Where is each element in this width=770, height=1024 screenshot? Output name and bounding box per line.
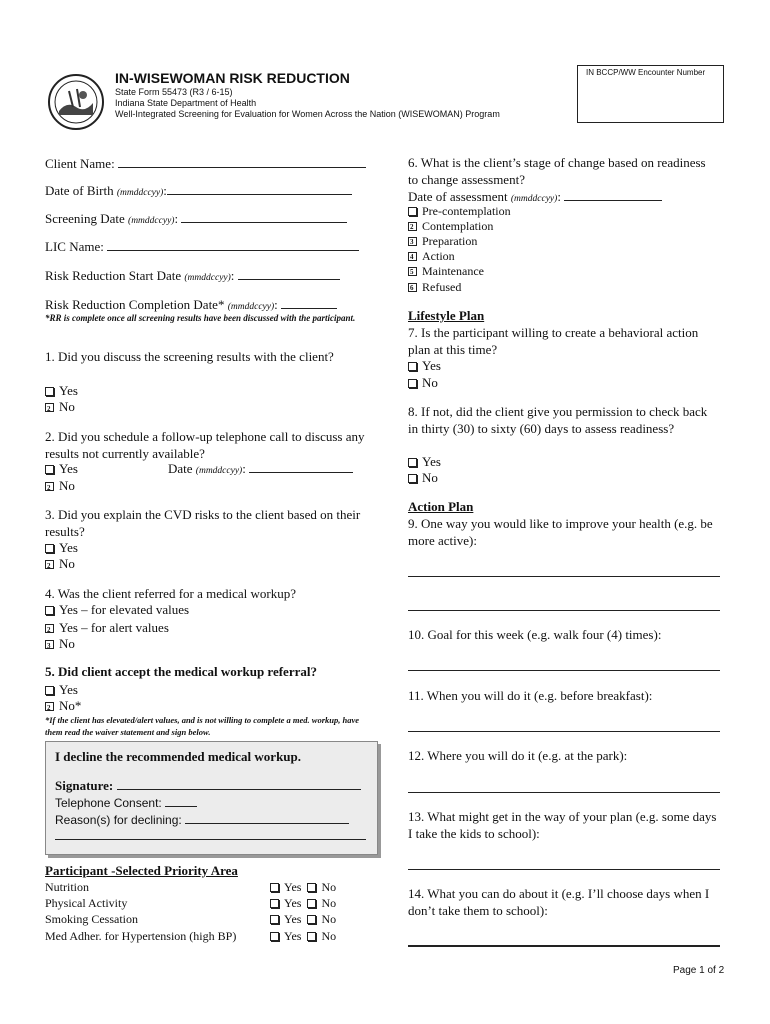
priority-no-label: No: [321, 912, 337, 926]
q8-no-label: No: [422, 470, 438, 485]
screening-date-label: Screening Date: [45, 211, 125, 226]
q1-yes-label: Yes: [59, 383, 78, 398]
q6-date-label: Date of assessment: [408, 189, 508, 204]
q4-alert-label: Yes – for alert values: [59, 620, 169, 635]
priority-yes-label: Yes: [284, 912, 302, 926]
q10-answer-line[interactable]: [408, 670, 720, 671]
checkbox-icon[interactable]: [45, 560, 54, 569]
priority-yes-label: Yes: [284, 880, 302, 894]
checkbox-icon[interactable]: [45, 482, 54, 491]
rr-start-label: Risk Reduction Start Date: [45, 268, 182, 283]
checkbox-icon[interactable]: [307, 883, 316, 892]
q4-elevated-label: Yes – for elevated values: [59, 602, 190, 617]
lic-name-field[interactable]: [45, 238, 359, 255]
q3-yes-option[interactable]: [45, 539, 78, 556]
rr-completion-field[interactable]: Risk Reduction Completion Date* (mmddccyy):: [45, 296, 337, 316]
checkbox-icon[interactable]: [408, 458, 417, 467]
checkbox-icon[interactable]: [408, 362, 417, 371]
decline-box: [45, 741, 378, 855]
q14-answer-line[interactable]: [408, 945, 720, 947]
stage-label: Maintenance: [422, 264, 484, 278]
state-seal-logo: [47, 73, 105, 131]
priority-row: [45, 929, 365, 944]
checkbox-icon[interactable]: [45, 387, 54, 396]
question-8: 8. If not, did the client give you permission to check back in thirty (30) to sixty (60) days to assess readiness?: [408, 404, 708, 436]
q2-date-format: (mmddccyy): [195, 466, 243, 476]
q9-answer-line[interactable]: [408, 610, 720, 611]
reasons-label: Reason(s) for declining:: [55, 813, 182, 827]
priority-yes-label: Yes: [284, 896, 302, 910]
encounter-number-label: IN BCCP/WW Encounter Number: [586, 68, 706, 77]
priority-row: [45, 912, 365, 927]
rr-start-field[interactable]: Risk Reduction Start Date (mmddccyy):: [45, 267, 340, 287]
checkbox-icon[interactable]: [45, 702, 54, 711]
question-5: 5. Did client accept the medical workup referral?: [45, 664, 317, 679]
priority-no-label: No: [321, 896, 337, 910]
checkbox-icon[interactable]: [408, 237, 417, 246]
checkbox-icon[interactable]: [270, 899, 279, 908]
question-6: 6. What is the client’s stage of change based on readiness to change assessment?: [408, 155, 706, 187]
priority-no-label: No: [321, 880, 337, 894]
q7-no-label: No: [422, 375, 438, 390]
stage-option[interactable]: [408, 204, 511, 219]
q2-date-field[interactable]: Date (mmddccyy):: [168, 460, 353, 480]
question-14: 14. What you can do about it (e.g. I’ll choose days when I don’t take them to school):: [408, 886, 710, 918]
q4-elevated-option[interactable]: [45, 601, 189, 618]
q2-yes-option[interactable]: [45, 460, 78, 477]
q6-date-field[interactable]: Date of assessment (mmddccyy):: [408, 188, 662, 208]
reasons-extra-line[interactable]: [55, 839, 366, 840]
checkbox-icon[interactable]: [270, 915, 279, 924]
q12-answer-line[interactable]: [408, 792, 720, 793]
question-12: 12. Where you will do it (e.g. at the park):: [408, 748, 628, 763]
decline-title: I decline the recommended medical workup.: [55, 749, 302, 764]
stage-option[interactable]: [408, 219, 493, 234]
reasons-field[interactable]: [55, 811, 349, 829]
telephone-consent-field[interactable]: [55, 794, 197, 812]
q8-no-option[interactable]: [408, 469, 438, 486]
rr-completion-label: Risk Reduction Completion Date*: [45, 297, 225, 312]
stage-label: Contemplation: [422, 219, 494, 233]
q5-yes-label: Yes: [59, 682, 78, 697]
q4-no-label: No: [59, 636, 75, 651]
question-3: 3. Did you explain the CVD risks to the client based on their results?: [45, 507, 361, 539]
department-name: Indiana State Department of Health: [115, 98, 257, 108]
question-7: 7. Is the participant willing to create a behavioral action plan at this time?: [408, 325, 699, 357]
question-10: 10. Goal for this week (e.g. walk four (4) times):: [408, 627, 662, 642]
q6-date-format: (mmddccyy): [510, 194, 558, 204]
checkbox-icon[interactable]: [408, 252, 417, 261]
q3-no-option[interactable]: [45, 555, 75, 572]
dob-label: Date of Birth: [45, 183, 114, 198]
priority-area-title: Participant -Selected Priority Area: [45, 863, 238, 878]
checkbox-icon[interactable]: [45, 606, 54, 615]
stage-label: Refused: [422, 280, 462, 294]
lic-name-label: LIC Name:: [45, 239, 104, 254]
lifestyle-plan-title: Lifestyle Plan: [408, 308, 485, 323]
checkbox-icon[interactable]: [307, 915, 316, 924]
q5-yes-option[interactable]: [45, 681, 78, 698]
priority-item-label: Med Adher. for Hypertension (high BP): [45, 929, 237, 943]
checkbox-icon[interactable]: [408, 379, 417, 388]
priority-row: [45, 896, 365, 911]
stage-option[interactable]: [408, 234, 477, 249]
checkbox-icon[interactable]: [307, 899, 316, 908]
q8-yes-label: Yes: [422, 454, 441, 469]
dob-format: (mmddccyy): [116, 188, 164, 198]
checkbox-icon[interactable]: [270, 883, 279, 892]
stage-label: Action: [422, 249, 455, 263]
screening-date-format: (mmddccyy): [128, 216, 175, 226]
q9-answer-line[interactable]: [408, 576, 720, 577]
q5-no-label: No*: [59, 698, 82, 713]
priority-item-label: Physical Activity: [45, 896, 128, 910]
q7-yes-option[interactable]: [408, 357, 441, 374]
form-title: IN-WISEWOMAN RISK REDUCTION: [115, 70, 350, 86]
stage-option[interactable]: [408, 249, 455, 264]
stage-option[interactable]: [408, 264, 484, 279]
q3-yes-label: Yes: [59, 540, 78, 555]
q4-no-option[interactable]: [45, 635, 75, 652]
checkbox-icon[interactable]: [408, 222, 417, 231]
q1-yes-option[interactable]: [45, 382, 78, 399]
checkbox-icon[interactable]: [408, 207, 417, 216]
encounter-number-box[interactable]: [577, 65, 724, 123]
q13-answer-line[interactable]: [408, 869, 720, 870]
q8-yes-option[interactable]: [408, 453, 441, 470]
checkbox-icon[interactable]: [270, 932, 279, 941]
screening-date-field[interactable]: Screening Date (mmddccyy):: [45, 210, 347, 230]
priority-item-label: Nutrition: [45, 880, 89, 894]
checkbox-icon[interactable]: [45, 624, 54, 633]
stage-label: Pre-contemplation: [422, 204, 511, 218]
client-name-field[interactable]: [45, 155, 366, 172]
q4-alert-option[interactable]: [45, 619, 169, 636]
question-1: 1. Did you discuss the screening results with the client?: [45, 349, 334, 364]
checkbox-icon[interactable]: [408, 267, 417, 276]
checkbox-icon[interactable]: [307, 932, 316, 941]
page-number: Page 1 of 2: [673, 965, 725, 976]
priority-item-label: Smoking Cessation: [45, 912, 139, 926]
client-name-label: Client Name:: [45, 156, 115, 171]
question-4: 4. Was the client referred for a medical workup?: [45, 586, 297, 601]
q7-yes-label: Yes: [422, 358, 441, 373]
priority-no-label: No: [321, 929, 337, 943]
question-11: 11. When you will do it (e.g. before breakfast):: [408, 688, 653, 703]
dob-field[interactable]: Date of Birth (mmddccyy):: [45, 182, 352, 202]
q1-no-label: No: [59, 399, 75, 414]
rr-start-format: (mmddccyy): [184, 273, 231, 283]
q5-note: *If the client has elevated/alert values, and is not willing to complete a med. workup, have them read the waiver statement and sign below.: [45, 715, 360, 737]
stage-option[interactable]: [408, 280, 461, 295]
rr-note: *RR is complete once all screening results have been discussed with the participant.: [45, 313, 356, 323]
stage-label: Preparation: [422, 234, 478, 248]
checkbox-icon[interactable]: [45, 640, 54, 649]
checkbox-icon[interactable]: [45, 465, 54, 474]
form-number: State Form 55473 (R3 / 6-15): [115, 87, 233, 97]
signature-field[interactable]: [55, 777, 361, 794]
question-2: 2. Did you schedule a follow-up telephone call to discuss any results not currently available?: [45, 429, 365, 461]
q11-answer-line[interactable]: [408, 731, 720, 732]
question-9: 9. One way you would like to improve your health (e.g. be more active):: [408, 516, 713, 548]
question-13: 13. What might get in the way of your plan (e.g. some days I take the kids to school):: [408, 809, 717, 841]
q1-no-option[interactable]: [45, 398, 75, 415]
q2-no-option[interactable]: [45, 477, 75, 494]
rr-completion-format: (mmddccyy): [227, 302, 275, 312]
checkbox-icon[interactable]: [45, 544, 54, 553]
priority-row: [45, 880, 365, 895]
q2-no-label: No: [59, 478, 75, 493]
checkbox-icon[interactable]: [45, 403, 54, 412]
q2-yes-label: Yes: [59, 461, 78, 476]
checkbox-icon[interactable]: [408, 283, 417, 292]
q5-no-option[interactable]: [45, 697, 81, 714]
checkbox-icon[interactable]: [45, 686, 54, 695]
q2-date-label: Date: [168, 461, 193, 476]
checkbox-icon[interactable]: [408, 474, 417, 483]
q7-no-option[interactable]: [408, 374, 438, 391]
signature-label: Signature:: [55, 778, 114, 793]
q3-no-label: No: [59, 556, 75, 571]
program-name: Well-Integrated Screening for Evaluation for Women Across the Nation (WISEWOMAN) Program: [115, 109, 500, 119]
telephone-consent-label: Telephone Consent:: [55, 796, 162, 810]
priority-yes-label: Yes: [284, 929, 302, 943]
action-plan-title: Action Plan: [408, 499, 474, 514]
